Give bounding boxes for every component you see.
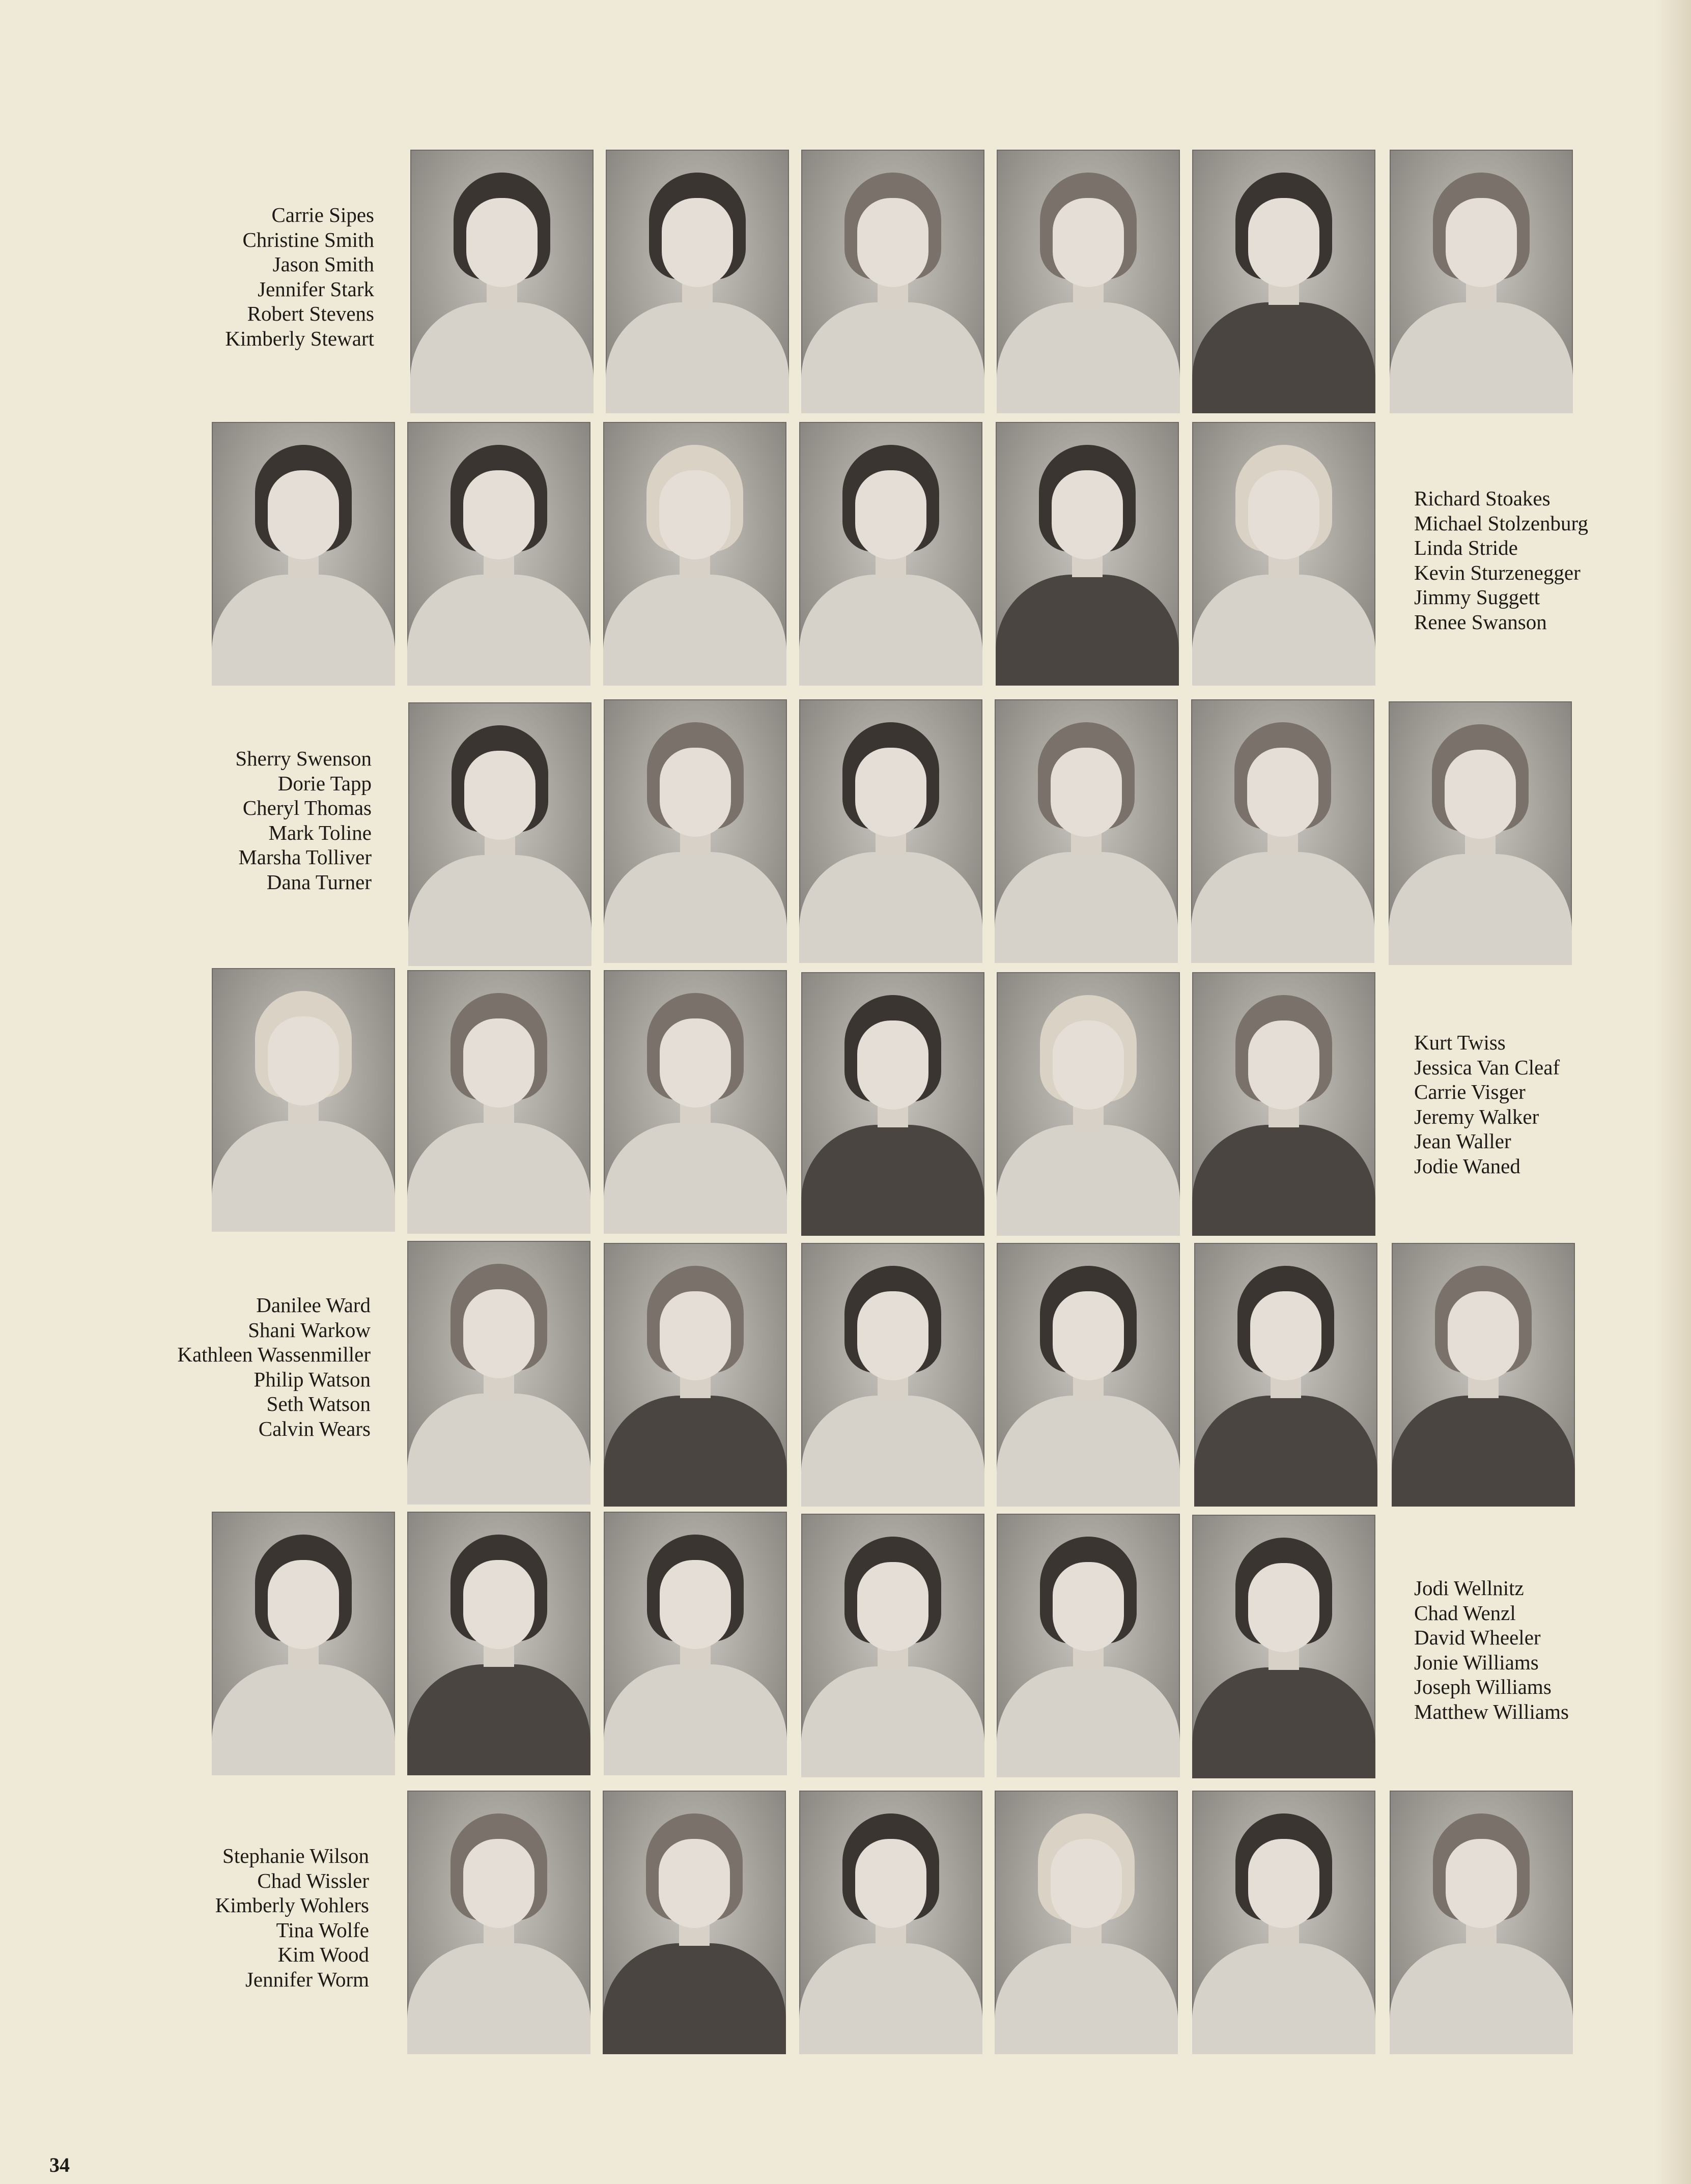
- student-name: Jessica Van Cleaf: [1414, 1055, 1560, 1079]
- student-name: Philip Watson: [253, 1367, 371, 1391]
- student-name: Kimberly Stewart: [225, 326, 374, 350]
- page-number: 34: [49, 2153, 70, 2176]
- student-name: Jimmy Suggett: [1414, 585, 1540, 609]
- student-name: Linda Stride: [1414, 536, 1518, 559]
- student-name: Christine Smith: [242, 228, 374, 251]
- student-portrait: [997, 1243, 1180, 1507]
- student-name: Marsha Tolliver: [238, 845, 372, 869]
- student-name: Cheryl Thomas: [242, 796, 372, 819]
- student-portrait: [407, 1512, 590, 1775]
- student-portrait: [212, 1512, 395, 1775]
- student-portrait: [997, 1514, 1180, 1777]
- student-name: Jennifer Worm: [245, 1967, 369, 1991]
- student-portrait: [407, 1241, 590, 1505]
- student-name: Tina Wolfe: [276, 1918, 369, 1942]
- student-portrait: [997, 150, 1180, 413]
- student-portrait: [604, 1512, 787, 1775]
- student-name: Kevin Sturzenegger: [1414, 560, 1581, 584]
- student-name: David Wheeler: [1414, 1626, 1541, 1649]
- student-name: Renee Swanson: [1414, 610, 1547, 634]
- student-name: Jean Waller: [1414, 1129, 1511, 1153]
- student-name: Mark Toline: [268, 820, 372, 844]
- student-portrait: [801, 1514, 984, 1777]
- student-portrait: [603, 1791, 786, 2054]
- student-name: Calvin Wears: [258, 1416, 371, 1440]
- student-name: Jonie Williams: [1414, 1650, 1539, 1674]
- student-portrait: [799, 1791, 982, 2054]
- student-name: Chad Wenzl: [1414, 1601, 1516, 1625]
- student-portrait: [1191, 699, 1374, 963]
- student-portrait: [606, 150, 789, 413]
- student-portrait: [799, 422, 982, 686]
- student-portrait: [1192, 972, 1375, 1236]
- student-name: Dorie Tapp: [277, 771, 372, 795]
- student-name: Jodi Wellnitz: [1414, 1576, 1524, 1600]
- student-name: Joseph Williams: [1414, 1675, 1552, 1698]
- student-portrait: [1392, 1243, 1575, 1507]
- student-portrait: [1192, 150, 1375, 413]
- student-portrait: [410, 150, 594, 413]
- student-portrait: [407, 970, 590, 1234]
- student-portrait: [1390, 150, 1573, 413]
- student-portrait: [995, 699, 1178, 963]
- student-portrait: [212, 422, 395, 686]
- student-portrait: [1194, 1243, 1377, 1507]
- student-portrait: [1389, 701, 1572, 965]
- student-name: Shani Warkow: [248, 1318, 371, 1342]
- name-list: [1414, 1576, 1691, 1724]
- student-portrait: [996, 422, 1179, 686]
- student-name: Kurt Twiss: [1414, 1031, 1506, 1054]
- student-name: Chad Wissler: [257, 1868, 369, 1892]
- student-name: Kim Wood: [277, 1943, 369, 1966]
- name-list: [13, 1843, 369, 1992]
- student-name: Kimberly Wohlers: [215, 1893, 369, 1917]
- student-name: Jodie Waned: [1414, 1154, 1520, 1178]
- student-name: Seth Watson: [266, 1392, 371, 1415]
- student-name: Danilee Ward: [256, 1293, 371, 1317]
- student-portrait: [1192, 1515, 1375, 1778]
- student-portrait: [801, 972, 984, 1236]
- student-portrait: [212, 968, 395, 1232]
- student-portrait: [604, 699, 787, 963]
- student-name: Jason Smith: [272, 252, 374, 276]
- student-portrait: [997, 972, 1180, 1236]
- student-name: Kathleen Wassenmiller: [177, 1343, 371, 1366]
- student-portrait: [801, 150, 984, 413]
- student-portrait: [799, 699, 982, 963]
- student-portrait: [407, 1791, 590, 2054]
- student-name: Sherry Swenson: [235, 747, 372, 770]
- student-portrait: [801, 1243, 984, 1507]
- student-name: Michael Stolzenburg: [1414, 511, 1588, 535]
- student-portrait: [408, 702, 591, 966]
- name-list: [1414, 486, 1691, 634]
- student-portrait: [603, 422, 786, 686]
- student-portrait: [604, 1243, 787, 1507]
- student-name: Jeremy Walker: [1414, 1104, 1539, 1128]
- name-list: [1414, 1030, 1691, 1178]
- name-list: [18, 203, 374, 351]
- student-name: Carrie Sipes: [271, 203, 374, 226]
- student-name: Jennifer Stark: [258, 277, 374, 301]
- student-name: Dana Turner: [266, 870, 372, 894]
- student-portrait: [1390, 1791, 1573, 2054]
- student-portrait: [604, 970, 787, 1234]
- student-name: Carrie Visger: [1414, 1080, 1526, 1103]
- name-list: [15, 746, 372, 894]
- student-portrait: [1192, 1791, 1375, 2054]
- name-list: [14, 1293, 371, 1441]
- student-name: Richard Stoakes: [1414, 487, 1551, 510]
- student-portrait: [407, 422, 590, 686]
- student-portrait: [1192, 422, 1375, 686]
- student-name: Matthew Williams: [1414, 1699, 1569, 1723]
- student-portrait: [995, 1791, 1178, 2054]
- student-name: Robert Stevens: [247, 302, 374, 325]
- student-name: Stephanie Wilson: [222, 1844, 369, 1867]
